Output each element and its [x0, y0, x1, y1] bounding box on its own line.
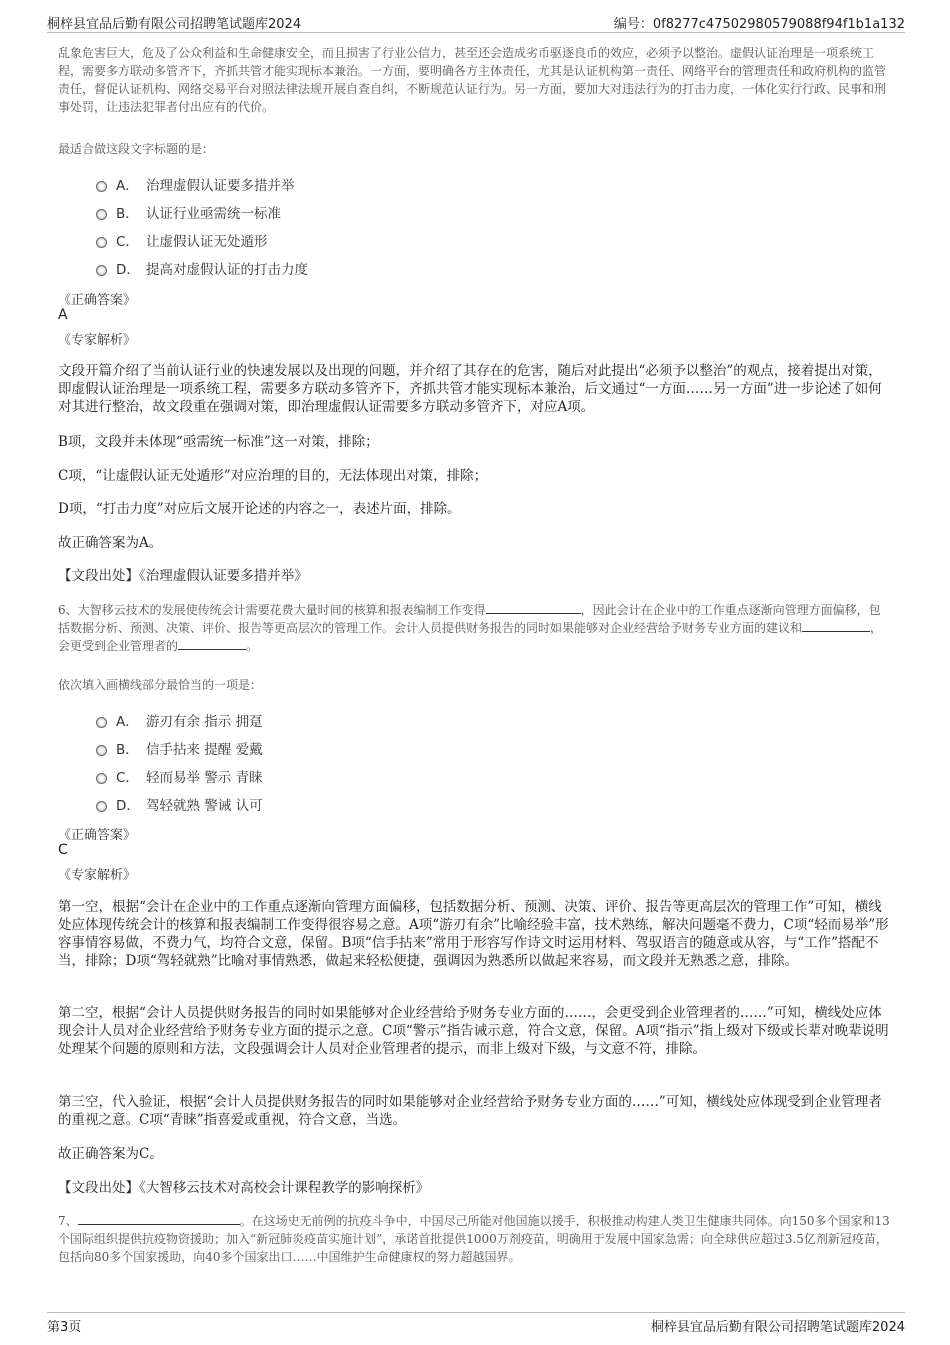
q5-answer: A: [58, 307, 68, 323]
q6-stem: 6、大智移云技术的发展使传统会计需要花费大量时间的核算和报表编制工作变得 ，因此会计在企业中的工作重点逐渐向管理方面偏移，包括数据分析、预测、决策、评价、报告等更高层次的管理工作。会计人员提供财务报告的同时如果能够对企业经营给予财务专业方面的建议和 ，会更受到企业管理者的 。: [58, 603, 883, 653]
q7-stem: 7、 。在这场史无前例的抗疫斗争中，中国尽己所能对他国施以援手，积极推动构建人类卫生健康共同体。向150多个国家和13个国际组织提供抗疫物资援助；加入“新冠肺炎疫苗实施计划”，承诺首批提供1000万剂疫苗，明确用于发展中国家急需；向全球供应超过3.5亿剂新冠疫苗，包括向80多个国家援助，向40多个国家出口……中国维护生命健康权的努力超越国界。: [58, 1214, 890, 1264]
q5-option-c[interactable]: C． 让虚假认证无处遁形: [96, 229, 268, 251]
q6-option-b[interactable]: B． 信手拈来 提醒 爱戴: [96, 737, 263, 759]
header-doc-code: 编号：0f8277c47502980579088f94f1b1a132: [613, 17, 905, 32]
q5-option-a[interactable]: A． 治理虚假认证要多措并举: [96, 173, 295, 195]
q6-analysis-p4: 故正确答案为C。: [58, 1146, 163, 1162]
q5-analysis-p4: D项，“打击力度”对应后文展开论述的内容之一，表述片面，排除。: [58, 501, 461, 517]
q6-prompt: 依次填入画横线部分最恰当的一项是：: [58, 678, 263, 692]
radio-icon[interactable]: [96, 209, 107, 220]
radio-icon[interactable]: [96, 745, 107, 756]
radio-icon[interactable]: [96, 265, 107, 276]
q6-answer: C: [58, 842, 68, 858]
q5-analysis-tag: 《专家解析》: [58, 333, 137, 348]
q5-passage: 乱象危害巨大，危及了公众利益和生命健康安全，而且损害了行业公信力，甚至还会造成劣币驱逐良币的效应，必须予以整治。虚假认证治理是一项系统工程，需要多方联动多管齐下，齐抓共管才能实现标本兼治。一方面，要明确各方主体责任，尤其是认证机构第一责任、网络平台的管理责任和政府机构的监管责任，督促认证机构、网络交易平台对照法律法规开展自查自纠，不断规范认证行为。另一方面，要加大对违法行为的打击力度，一体化实行行政、民事和刑事处罚，让违法犯罪者付出应有的代价。: [58, 46, 887, 114]
blank-1: [78, 1212, 240, 1225]
blank-2: [802, 619, 870, 632]
radio-icon[interactable]: [96, 717, 107, 728]
q6-analysis-p2: 第二空，根据“会计人员提供财务报告的同时如果能够对企业经营给予财务专业方面的……，会更受到企业管理者的……”可知，横线处应体现会计人员对企业经营给予财务专业方面的提示之意。C项“警示”指告诫示意，符合文意，保留。A项“指示”指上级对下级或长辈对晚辈说明处理某个问题的原则和方法，文段强调会计人员对企业管理者的提示，而非上级对下级，与文意不符，排除。: [58, 1005, 889, 1057]
radio-icon[interactable]: [96, 181, 107, 192]
header-title: 桐梓县宜品后勤有限公司招聘笔试题库2024: [47, 17, 302, 32]
q6-analysis-tag: 《专家解析》: [58, 868, 137, 883]
q6-option-c[interactable]: C． 轻而易举 警示 青睐: [96, 765, 263, 787]
blank-3: [178, 637, 246, 650]
q5-analysis-p3: C项，“让虚假认证无处遁形”对应治理的目的，无法体现出对策，排除；: [58, 468, 488, 484]
page-footer: [47, 1312, 905, 1335]
q6-analysis-p3: 第三空，代入验证，根据“会计人员提供财务报告的同时如果能够对企业经营给予财务专业方面的……”可知，横线处应体现受到企业管理者的重视之意。C项“青睐”指喜爱或重视，符合文意，当选。: [58, 1094, 882, 1128]
footer-title: 桐梓县宜品后勤有限公司招聘笔试题库2024: [650, 1320, 905, 1335]
q6-answer-tag: 《正确答案》: [58, 828, 137, 843]
q5-analysis-p5: 故正确答案为A。: [58, 535, 163, 551]
q5-answer-tag: 《正确答案》: [58, 293, 137, 308]
q5-option-b[interactable]: B． 认证行业亟需统一标准: [96, 201, 281, 223]
radio-icon[interactable]: [96, 237, 107, 248]
blank-1: [486, 601, 581, 614]
q5-source: 【文段出处】《治理虚假认证要多措并举》: [58, 568, 308, 584]
radio-icon[interactable]: [96, 773, 107, 784]
q6-analysis-p1: 第一空，根据“会计在企业中的工作重点逐渐向管理方面偏移，包括数据分析、预测、决策、评价、报告等更高层次的管理工作”可知，横线处应体现传统会计的核算和报表编制工作变得很容易之意。A项“游刃有余”比喻经验丰富，技术熟练，解决问题毫不费力，C项“轻而易举”形容事情容易做，不费力气，均符合文意，保留。B项“信手拈来”常用于形容写作诗文时运用材料、驾驭语言的随意或从容，与“工作”搭配不当，排除；D项“驾轻就熟”比喻对事情熟悉，做起来轻松便捷，强调因为熟悉所以做起来容易，而文段并无熟悉之意，排除。: [58, 899, 889, 969]
q5-analysis-p1: 文段开篇介绍了当前认证行业的快速发展以及出现的问题，并介绍了其存在的危害，随后对此提出“必须予以整治”的观点，接着提出对策，即虚假认证治理是一项系统工程，需要多方联动多管齐下，齐抓共管才能实现标本兼治，后文通过“一方面……另一方面”进一步论述了如何对其进行整治，故文段重在强调对策，即治理虚假认证需要多方联动多管齐下，对应A项。: [58, 363, 882, 415]
page-header: [47, 10, 905, 33]
q6-option-d[interactable]: D． 驾轻就熟 警诫 认可: [96, 793, 263, 815]
radio-icon[interactable]: [96, 801, 107, 812]
q6-option-a[interactable]: A． 游刃有余 指示 拥趸: [96, 709, 263, 731]
q5-analysis-p2: B项，文段并未体现“亟需统一标准”这一对策，排除；: [58, 434, 379, 450]
q5-prompt: 最适合做这段文字标题的是：: [58, 142, 215, 156]
q5-option-d[interactable]: D． 提高对虚假认证的打击力度: [96, 257, 308, 279]
page-number: 第3页: [47, 1320, 82, 1335]
q6-source: 【文段出处】《大智移云技术对高校会计课程教学的影响探析》: [58, 1180, 430, 1196]
